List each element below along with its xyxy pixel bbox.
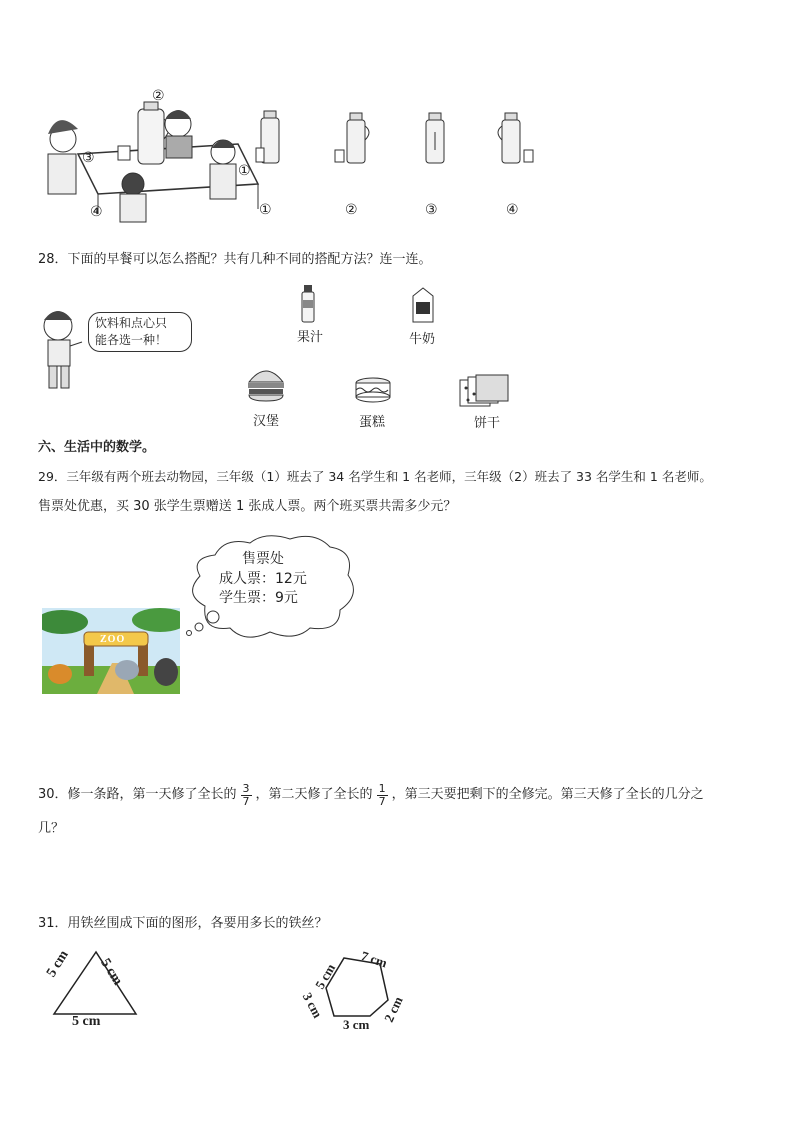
milk-label: 牛奶 bbox=[408, 332, 435, 347]
q30-middle: ，第二天修了全长的 bbox=[255, 787, 373, 802]
thermos-option-2 bbox=[333, 110, 373, 170]
option-marker-4: ④ bbox=[506, 202, 519, 218]
biscuit-label: 饼干 bbox=[473, 416, 500, 431]
pentagon-right-side: 2 cm bbox=[381, 994, 406, 1025]
burger-icon bbox=[245, 364, 287, 408]
pentagon-top-right-side: 7 cm bbox=[359, 948, 390, 971]
fraction-2-numerator: 1 bbox=[378, 781, 386, 795]
fraction-1-denominator: 7 bbox=[242, 794, 250, 808]
pentagon-bottom-side: 3 cm bbox=[343, 1017, 370, 1032]
q29-line-2: 售票处优惠，买 30 张学生票赠送 1 张成人票。两个班买票共需多少元？ bbox=[38, 499, 457, 514]
triangle-right-side: 5 cm bbox=[97, 956, 126, 989]
section-title: 六、生活中的数学。 bbox=[38, 440, 156, 455]
thermos-option-1 bbox=[255, 108, 285, 170]
thermos-option-3 bbox=[420, 110, 450, 170]
speech-bubble bbox=[88, 312, 192, 352]
zoo-picture bbox=[42, 608, 180, 694]
fraction-1-7 bbox=[377, 783, 388, 808]
student-ticket-price: 学生票：9元 bbox=[219, 590, 298, 606]
q30-suffix: ，第三天要把剩下的全修完。第三天修了全长的几分之 bbox=[391, 787, 704, 802]
speech-line-2: 能各选一种！ bbox=[95, 333, 168, 347]
juice-icon bbox=[298, 282, 318, 328]
cake-icon bbox=[353, 376, 393, 408]
scene-marker-3: ③ bbox=[82, 150, 95, 166]
milk-icon bbox=[408, 286, 438, 328]
scene-marker-4: ④ bbox=[90, 204, 103, 220]
option-marker-1: ① bbox=[259, 202, 272, 218]
biscuit-icon bbox=[458, 374, 512, 412]
option-marker-3: ③ bbox=[425, 202, 438, 218]
q27-scene bbox=[38, 84, 268, 224]
q31-text: 31．用铁丝围成下面的图形，各要用多长的铁丝？ bbox=[38, 916, 328, 931]
scene-marker-2: ② bbox=[152, 88, 165, 104]
q30-line-2: 几？ bbox=[38, 821, 65, 836]
fraction-3-7 bbox=[241, 783, 252, 808]
scene-marker-1: ① bbox=[238, 163, 251, 179]
fraction-1-numerator: 3 bbox=[242, 781, 250, 795]
pentagon-left-side: 3 cm bbox=[299, 990, 326, 1021]
q28-text: 28．下面的早餐可以怎么搭配？共有几种不同的搭配方法？连一连。 bbox=[38, 252, 432, 267]
table-scene-drawing bbox=[38, 84, 268, 224]
fraction-2-denominator: 7 bbox=[378, 794, 386, 808]
boy-figure bbox=[34, 306, 94, 398]
burger-label: 汉堡 bbox=[252, 414, 279, 429]
juice-label: 果汁 bbox=[296, 330, 323, 345]
zoo-sign: ZOO bbox=[100, 634, 126, 645]
thermos-option-4 bbox=[492, 110, 536, 170]
q30-prefix: 30．修一条路，第一天修了全长的 bbox=[38, 787, 237, 802]
option-marker-2: ② bbox=[345, 202, 358, 218]
cake-label: 蛋糕 bbox=[358, 415, 385, 430]
triangle-left-side: 5 cm bbox=[44, 947, 72, 980]
pentagon-top-left-side: 5 cm bbox=[312, 961, 339, 992]
triangle-bottom-side: 5 cm bbox=[72, 1014, 101, 1029]
q29-line-1: 29．三年级有两个班去动物园，三年级（1）班去了 34 名学生和 1 名老师，三年级（2）班去了 33 名学生和 1 名老师。 bbox=[38, 469, 712, 484]
ticket-office-title: 售票处 bbox=[242, 551, 284, 567]
speech-line-1: 饮料和点心只 bbox=[95, 316, 168, 330]
adult-ticket-price: 成人票：12元 bbox=[219, 571, 307, 587]
q30-line-1 bbox=[38, 778, 704, 812]
